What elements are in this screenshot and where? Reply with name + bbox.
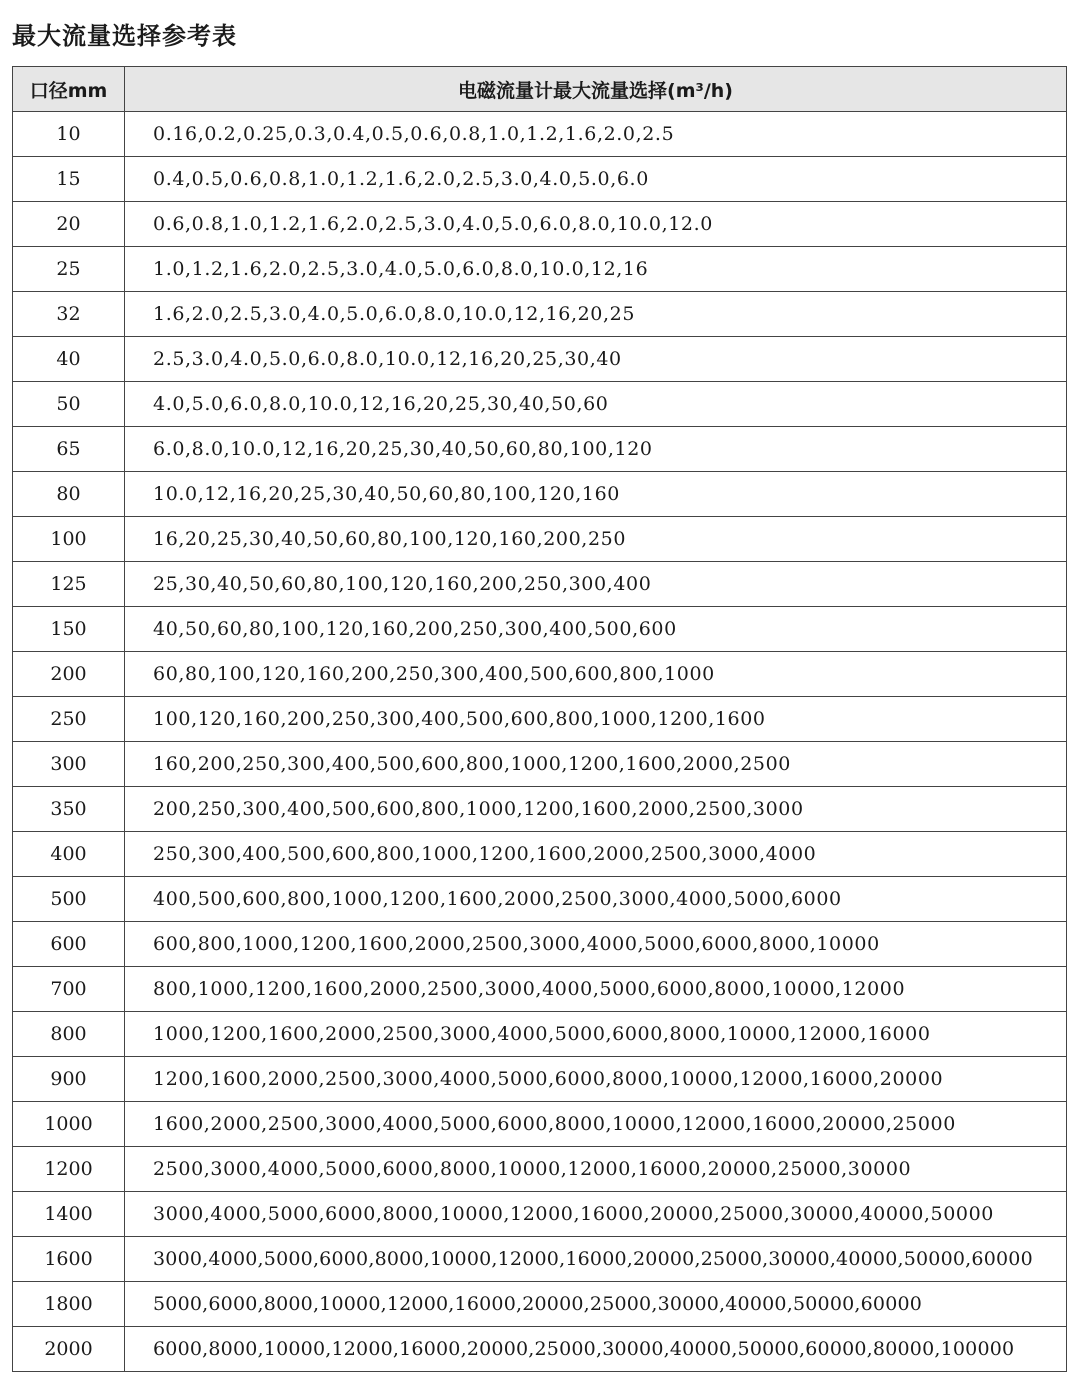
- diameter-cell: 80: [13, 472, 125, 517]
- flow-selection-table: [12, 66, 1067, 1372]
- max-flow-values-cell: 6000,8000,10000,12000,16000,20000,25000,30000,40000,50000,60000,80000,100000: [125, 1327, 1067, 1372]
- table-row: [13, 337, 1067, 382]
- table-row: [13, 832, 1067, 877]
- table-row: [13, 112, 1067, 157]
- diameter-cell: 300: [13, 742, 125, 787]
- diameter-cell: 700: [13, 967, 125, 1012]
- table-row: [13, 877, 1067, 922]
- diameter-cell: 2000: [13, 1327, 125, 1372]
- max-flow-values-cell: 400,500,600,800,1000,1200,1600,2000,2500,3000,4000,5000,6000: [125, 877, 1067, 922]
- table-row: [13, 202, 1067, 247]
- diameter-cell: 1800: [13, 1282, 125, 1327]
- table-row: [13, 652, 1067, 697]
- max-flow-values-cell: 40,50,60,80,100,120,160,200,250,300,400,500,600: [125, 607, 1067, 652]
- table-row: [13, 1282, 1067, 1327]
- diameter-cell: 150: [13, 607, 125, 652]
- table-row: [13, 1192, 1067, 1237]
- max-flow-values-cell: 200,250,300,400,500,600,800,1000,1200,1600,2000,2500,3000: [125, 787, 1067, 832]
- max-flow-values-cell: 0.16,0.2,0.25,0.3,0.4,0.5,0.6,0.8,1.0,1.2,1.6,2.0,2.5: [125, 112, 1067, 157]
- diameter-cell: 600: [13, 922, 125, 967]
- table-row: [13, 1102, 1067, 1147]
- max-flow-values-cell: 100,120,160,200,250,300,400,500,600,800,1000,1200,1600: [125, 697, 1067, 742]
- table-row: [13, 742, 1067, 787]
- max-flow-values-cell: 16,20,25,30,40,50,60,80,100,120,160,200,250: [125, 517, 1067, 562]
- max-flow-values-cell: 250,300,400,500,600,800,1000,1200,1600,2000,2500,3000,4000: [125, 832, 1067, 877]
- table-row: [13, 157, 1067, 202]
- table-row: [13, 1327, 1067, 1372]
- diameter-cell: 50: [13, 382, 125, 427]
- max-flow-values-cell: 800,1000,1200,1600,2000,2500,3000,4000,5000,6000,8000,10000,12000: [125, 967, 1067, 1012]
- diameter-cell: 250: [13, 697, 125, 742]
- table-row: [13, 427, 1067, 472]
- diameter-cell: 1400: [13, 1192, 125, 1237]
- max-flow-values-cell: 3000,4000,5000,6000,8000,10000,12000,16000,20000,25000,30000,40000,50000,60000: [125, 1237, 1067, 1282]
- max-flow-values-cell: 1000,1200,1600,2000,2500,3000,4000,5000,6000,8000,10000,12000,16000: [125, 1012, 1067, 1057]
- max-flow-values-cell: 4.0,5.0,6.0,8.0,10.0,12,16,20,25,30,40,50,60: [125, 382, 1067, 427]
- diameter-cell: 1600: [13, 1237, 125, 1282]
- diameter-cell: 32: [13, 292, 125, 337]
- table-row: [13, 562, 1067, 607]
- max-flow-values-cell: 10.0,12,16,20,25,30,40,50,60,80,100,120,160: [125, 472, 1067, 517]
- diameter-cell: 10: [13, 112, 125, 157]
- table-row: [13, 607, 1067, 652]
- diameter-cell: 125: [13, 562, 125, 607]
- table-row: [13, 472, 1067, 517]
- max-flow-values-cell: 3000,4000,5000,6000,8000,10000,12000,16000,20000,25000,30000,40000,50000: [125, 1192, 1067, 1237]
- diameter-cell: 900: [13, 1057, 125, 1102]
- diameter-cell: 400: [13, 832, 125, 877]
- diameter-cell: 15: [13, 157, 125, 202]
- table-row: [13, 787, 1067, 832]
- diameter-cell: 200: [13, 652, 125, 697]
- max-flow-values-cell: 1.0,1.2,1.6,2.0,2.5,3.0,4.0,5.0,6.0,8.0,10.0,12,16: [125, 247, 1067, 292]
- max-flow-values-cell: 0.4,0.5,0.6,0.8,1.0,1.2,1.6,2.0,2.5,3.0,4.0,5.0,6.0: [125, 157, 1067, 202]
- diameter-cell: 800: [13, 1012, 125, 1057]
- diameter-cell: 20: [13, 202, 125, 247]
- max-flow-values-cell: 2.5,3.0,4.0,5.0,6.0,8.0,10.0,12,16,20,25,30,40: [125, 337, 1067, 382]
- table-body: [13, 112, 1067, 1372]
- diameter-cell: 1200: [13, 1147, 125, 1192]
- column-header-max-flow: 电磁流量计最大流量选择(m³/h): [125, 67, 1067, 112]
- diameter-cell: 350: [13, 787, 125, 832]
- table-row: [13, 382, 1067, 427]
- table-row: [13, 247, 1067, 292]
- max-flow-values-cell: 600,800,1000,1200,1600,2000,2500,3000,4000,5000,6000,8000,10000: [125, 922, 1067, 967]
- max-flow-values-cell: 1200,1600,2000,2500,3000,4000,5000,6000,8000,10000,12000,16000,20000: [125, 1057, 1067, 1102]
- table-row: [13, 697, 1067, 742]
- max-flow-values-cell: 1600,2000,2500,3000,4000,5000,6000,8000,10000,12000,16000,20000,25000: [125, 1102, 1067, 1147]
- diameter-cell: 65: [13, 427, 125, 472]
- table-row: [13, 1147, 1067, 1192]
- table-row: [13, 292, 1067, 337]
- diameter-cell: 100: [13, 517, 125, 562]
- max-flow-values-cell: 5000,6000,8000,10000,12000,16000,20000,25000,30000,40000,50000,60000: [125, 1282, 1067, 1327]
- max-flow-values-cell: 6.0,8.0,10.0,12,16,20,25,30,40,50,60,80,100,120: [125, 427, 1067, 472]
- diameter-cell: 500: [13, 877, 125, 922]
- diameter-cell: 25: [13, 247, 125, 292]
- max-flow-values-cell: 60,80,100,120,160,200,250,300,400,500,600,800,1000: [125, 652, 1067, 697]
- table-row: [13, 1237, 1067, 1282]
- max-flow-values-cell: 25,30,40,50,60,80,100,120,160,200,250,300,400: [125, 562, 1067, 607]
- diameter-cell: 40: [13, 337, 125, 382]
- max-flow-values-cell: 2500,3000,4000,5000,6000,8000,10000,12000,16000,20000,25000,30000: [125, 1147, 1067, 1192]
- table-row: [13, 1057, 1067, 1102]
- page-title: 最大流量选择参考表: [12, 22, 237, 50]
- table-header-row: [13, 67, 1067, 112]
- max-flow-values-cell: 0.6,0.8,1.0,1.2,1.6,2.0,2.5,3.0,4.0,5.0,6.0,8.0,10.0,12.0: [125, 202, 1067, 247]
- diameter-cell: 1000: [13, 1102, 125, 1147]
- max-flow-values-cell: 1.6,2.0,2.5,3.0,4.0,5.0,6.0,8.0,10.0,12,16,20,25: [125, 292, 1067, 337]
- table-row: [13, 517, 1067, 562]
- column-header-diameter: 口径mm: [13, 67, 125, 112]
- table-row: [13, 1012, 1067, 1057]
- table-row: [13, 922, 1067, 967]
- table-row: [13, 967, 1067, 1012]
- max-flow-values-cell: 160,200,250,300,400,500,600,800,1000,1200,1600,2000,2500: [125, 742, 1067, 787]
